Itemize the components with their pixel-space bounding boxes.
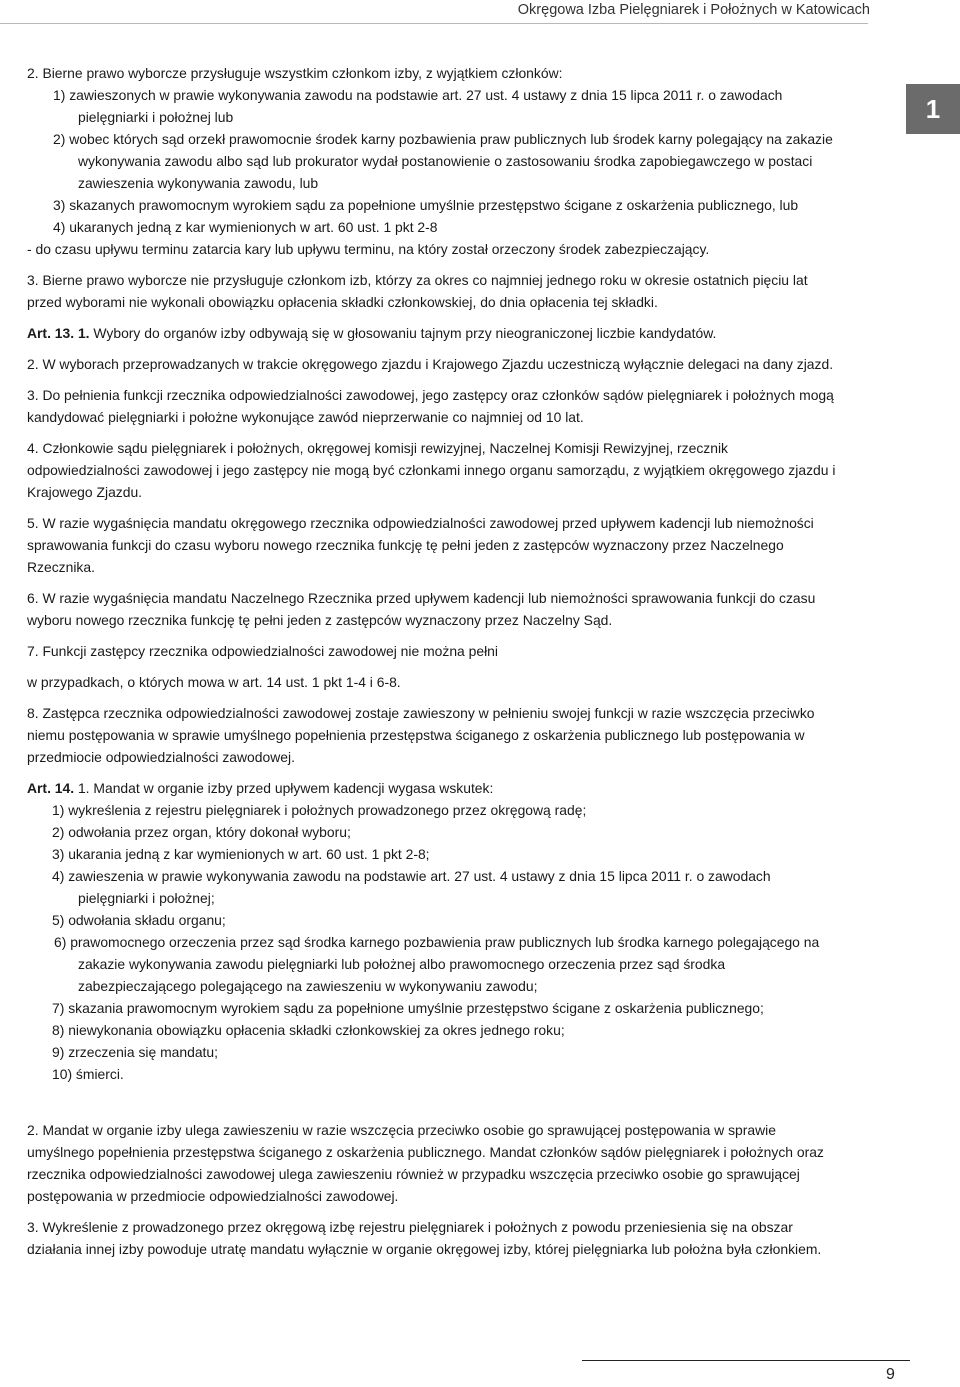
- paragraph: w przypadkach, o których mowa w art. 14 ust. 1 pkt 1-4 i 6-8.: [27, 674, 401, 690]
- article-13-paragraph-1: [27, 322, 840, 344]
- list-item: 8) niewykonania obowiązku opłacenia składki członkowskiej za okres jednego roku;: [52, 1022, 565, 1038]
- list-item: 2) wobec których sąd orzekł prawomocnie środek karny pozbawienia praw publicznych lub środek karny polegający na zakazie wykonywania zawodu albo sąd lub prokurator wydał postanowienie o zastosowaniu środka zapobiegawczego w postaci zawieszenia wykonywania zawodu, lub: [53, 131, 833, 191]
- list-item: 7) skazania prawomocnym wyrokiem sądu za popełnione umyślnie przestępstwo ścigane z oskarżenia publicznego;: [52, 1000, 764, 1016]
- article-label: Art. 14.: [27, 780, 75, 796]
- list-item: 4) ukaranych jedną z kar wymienionych w art. 60 ust. 1 pkt 2-8: [53, 219, 438, 235]
- list-item: 4) zawieszenia w prawie wykonywania zawodu na podstawie art. 27 ust. 4 ustawy z dnia 15 lipca 2011 r. o zawodach pielęgniarki i położnej;: [52, 868, 771, 906]
- paragraph: 7. Funkcji zastępcy rzecznika odpowiedzialności zawodowej nie można pełni: [27, 643, 498, 659]
- list-item: 3) skazanych prawomocnym wyrokiem sądu za popełnione umyślnie przestępstwo ścigane z oskarżenia publicznego, lub: [53, 197, 799, 213]
- footer-rule: [582, 1360, 910, 1361]
- paragraph: 3. Bierne prawo wyborcze nie przysługuje członkom izb, którzy za okres co najmniej jednego roku w okresie ostatnich pięciu lat przed wyborami nie wykonali obowiązku opłacenia składki członkowskiej, do dnia opłacenia tej składki.: [27, 272, 808, 310]
- list-item: 2) odwołania przez organ, który dokonał wyboru;: [52, 824, 351, 840]
- paragraph: 3. Do pełnienia funkcji rzecznika odpowiedzialności zawodowej, jego zastępcy oraz członków sądów pielęgniarek i położnych mogą kandydować pielęgniarki i położne wykonujące zawód nieprzerwanie co najmniej od 10 lat.: [27, 387, 834, 425]
- chapter-tab: 1: [906, 84, 960, 134]
- article-text: Wybory do organów izby odbywają się w głosowaniu tajnym przy nieograniczonej liczbie kandydatów.: [89, 325, 717, 341]
- list-item: 1) zawieszonych w prawie wykonywania zawodu na podstawie art. 27 ust. 4 ustawy z dnia 15 lipca 2011 r. o zawodach pielęgniarki i położnej lub: [53, 87, 783, 125]
- list-item: 10) śmierci.: [52, 1066, 124, 1082]
- paragraph: 5. W razie wygaśnięcia mandatu okręgowego rzecznika odpowiedzialności zawodowej przed upływem kadencji lub niemożności sprawowania funkcji do czasu wyboru nowego rzecznika funkcję tę pełni jeden z zastępców wyznaczony przez Naczelnego Rzecznika.: [27, 515, 814, 575]
- list-item: 1) wykreślenia z rejestru pielęgniarek i położnych prowadzonego przez okręgową radę;: [52, 802, 587, 818]
- paragraph: 6. W razie wygaśnięcia mandatu Naczelnego Rzecznika przed upływem kadencji lub niemożności sprawowania funkcji do czasu wyboru nowego rzecznika funkcję tę pełni jeden z zastępców wyznaczony przez Naczelny Sąd.: [27, 590, 816, 628]
- list-item: 5) odwołania składu organu;: [52, 912, 226, 928]
- paragraph: 8. Zastępca rzecznika odpowiedzialności zawodowej zostaje zawieszony w pełnieniu swojej funkcji w razie wszczęcia przeciwko niemu postępowania w sprawie umyślnego popełnienia przestępstwa ściganego z oskarżenia publicznego lub postępowania w przedmiocie odpowiedzialności zawodowej.: [27, 705, 815, 765]
- list-item: 3) ukarania jedną z kar wymienionych w art. 60 ust. 1 pkt 2-8;: [52, 846, 430, 862]
- paragraph: 3. Wykreślenie z prowadzonego przez okręgową izbę rejestru pielęgniarek i położnych z powodu przeniesienia się na obszar działania innej izby powoduje utratę mandatu wyłącznie w organie okręgowej izby, której pielęgniarka lub położna była członkiem.: [27, 1219, 822, 1257]
- paragraph: 2. Bierne prawo wyborcze przysługuje wszystkim członkom izby, z wyjątkiem członków:: [27, 65, 563, 81]
- paragraph-number: 1.: [74, 780, 90, 796]
- page-content: [27, 62, 840, 1260]
- article-label: Art. 13. 1.: [27, 325, 90, 341]
- paragraph: 2. Mandat w organie izby ulega zawieszeniu w razie wszczęcia przeciwko osobie go sprawującej postępowania w sprawie umyślnego popełnienia przestępstwa ściganego z oskarżenia publicznego. Mandat członków sądów pielęgniarek i położnych oraz rzecznika odpowiedzialności zawodowej ulega zawieszeniu również w przypadku wszczęcia przeciwko osobie go sprawującej postępowania w przedmiocie odpowiedzialności zawodowej.: [27, 1122, 824, 1204]
- article-14-paragraph-1: [27, 777, 840, 799]
- paragraph: 2. W wyborach przeprowadzanych w trakcie okręgowego zjazdu i Krajowego Zjazdu uczestniczą wyłącznie delegaci na dany zjazd.: [27, 356, 834, 372]
- list-item: 9) zrzeczenia się mandatu;: [52, 1044, 218, 1060]
- article-text: Mandat w organie izby przed upływem kadencji wygasa wskutek:: [89, 780, 494, 796]
- page-number: 9: [886, 1366, 895, 1383]
- running-header: Okręgowa Izba Pielęgniarek i Położnych w Katowicach: [517, 2, 870, 18]
- header-rule: [0, 23, 868, 24]
- paragraph: - do czasu upływu terminu zatarcia kary lub upływu terminu, na który został orzeczony środek zabezpieczający.: [27, 241, 710, 257]
- list-item: 6) prawomocnego orzeczenia przez sąd środka karnego pozbawienia praw publicznych lub środka karnego polegającego na zakazie wykonywania zawodu pielęgniarki lub położnej albo prawomocnego orzeczenia przez sąd środka zabezpieczającego polegającego na zawieszeniu w wykonywaniu zawodu;: [54, 934, 820, 994]
- paragraph: 4. Członkowie sądu pielęgniarek i położnych, okręgowej komisji rewizyjnej, Naczelnej Komisji Rewizyjnej, rzecznik odpowiedzialności zawodowej i jego zastępcy nie mogą być członkami innego organu samorządu, z wyjątkiem okręgowego zjazdu i Krajowego Zjazdu.: [27, 440, 836, 500]
